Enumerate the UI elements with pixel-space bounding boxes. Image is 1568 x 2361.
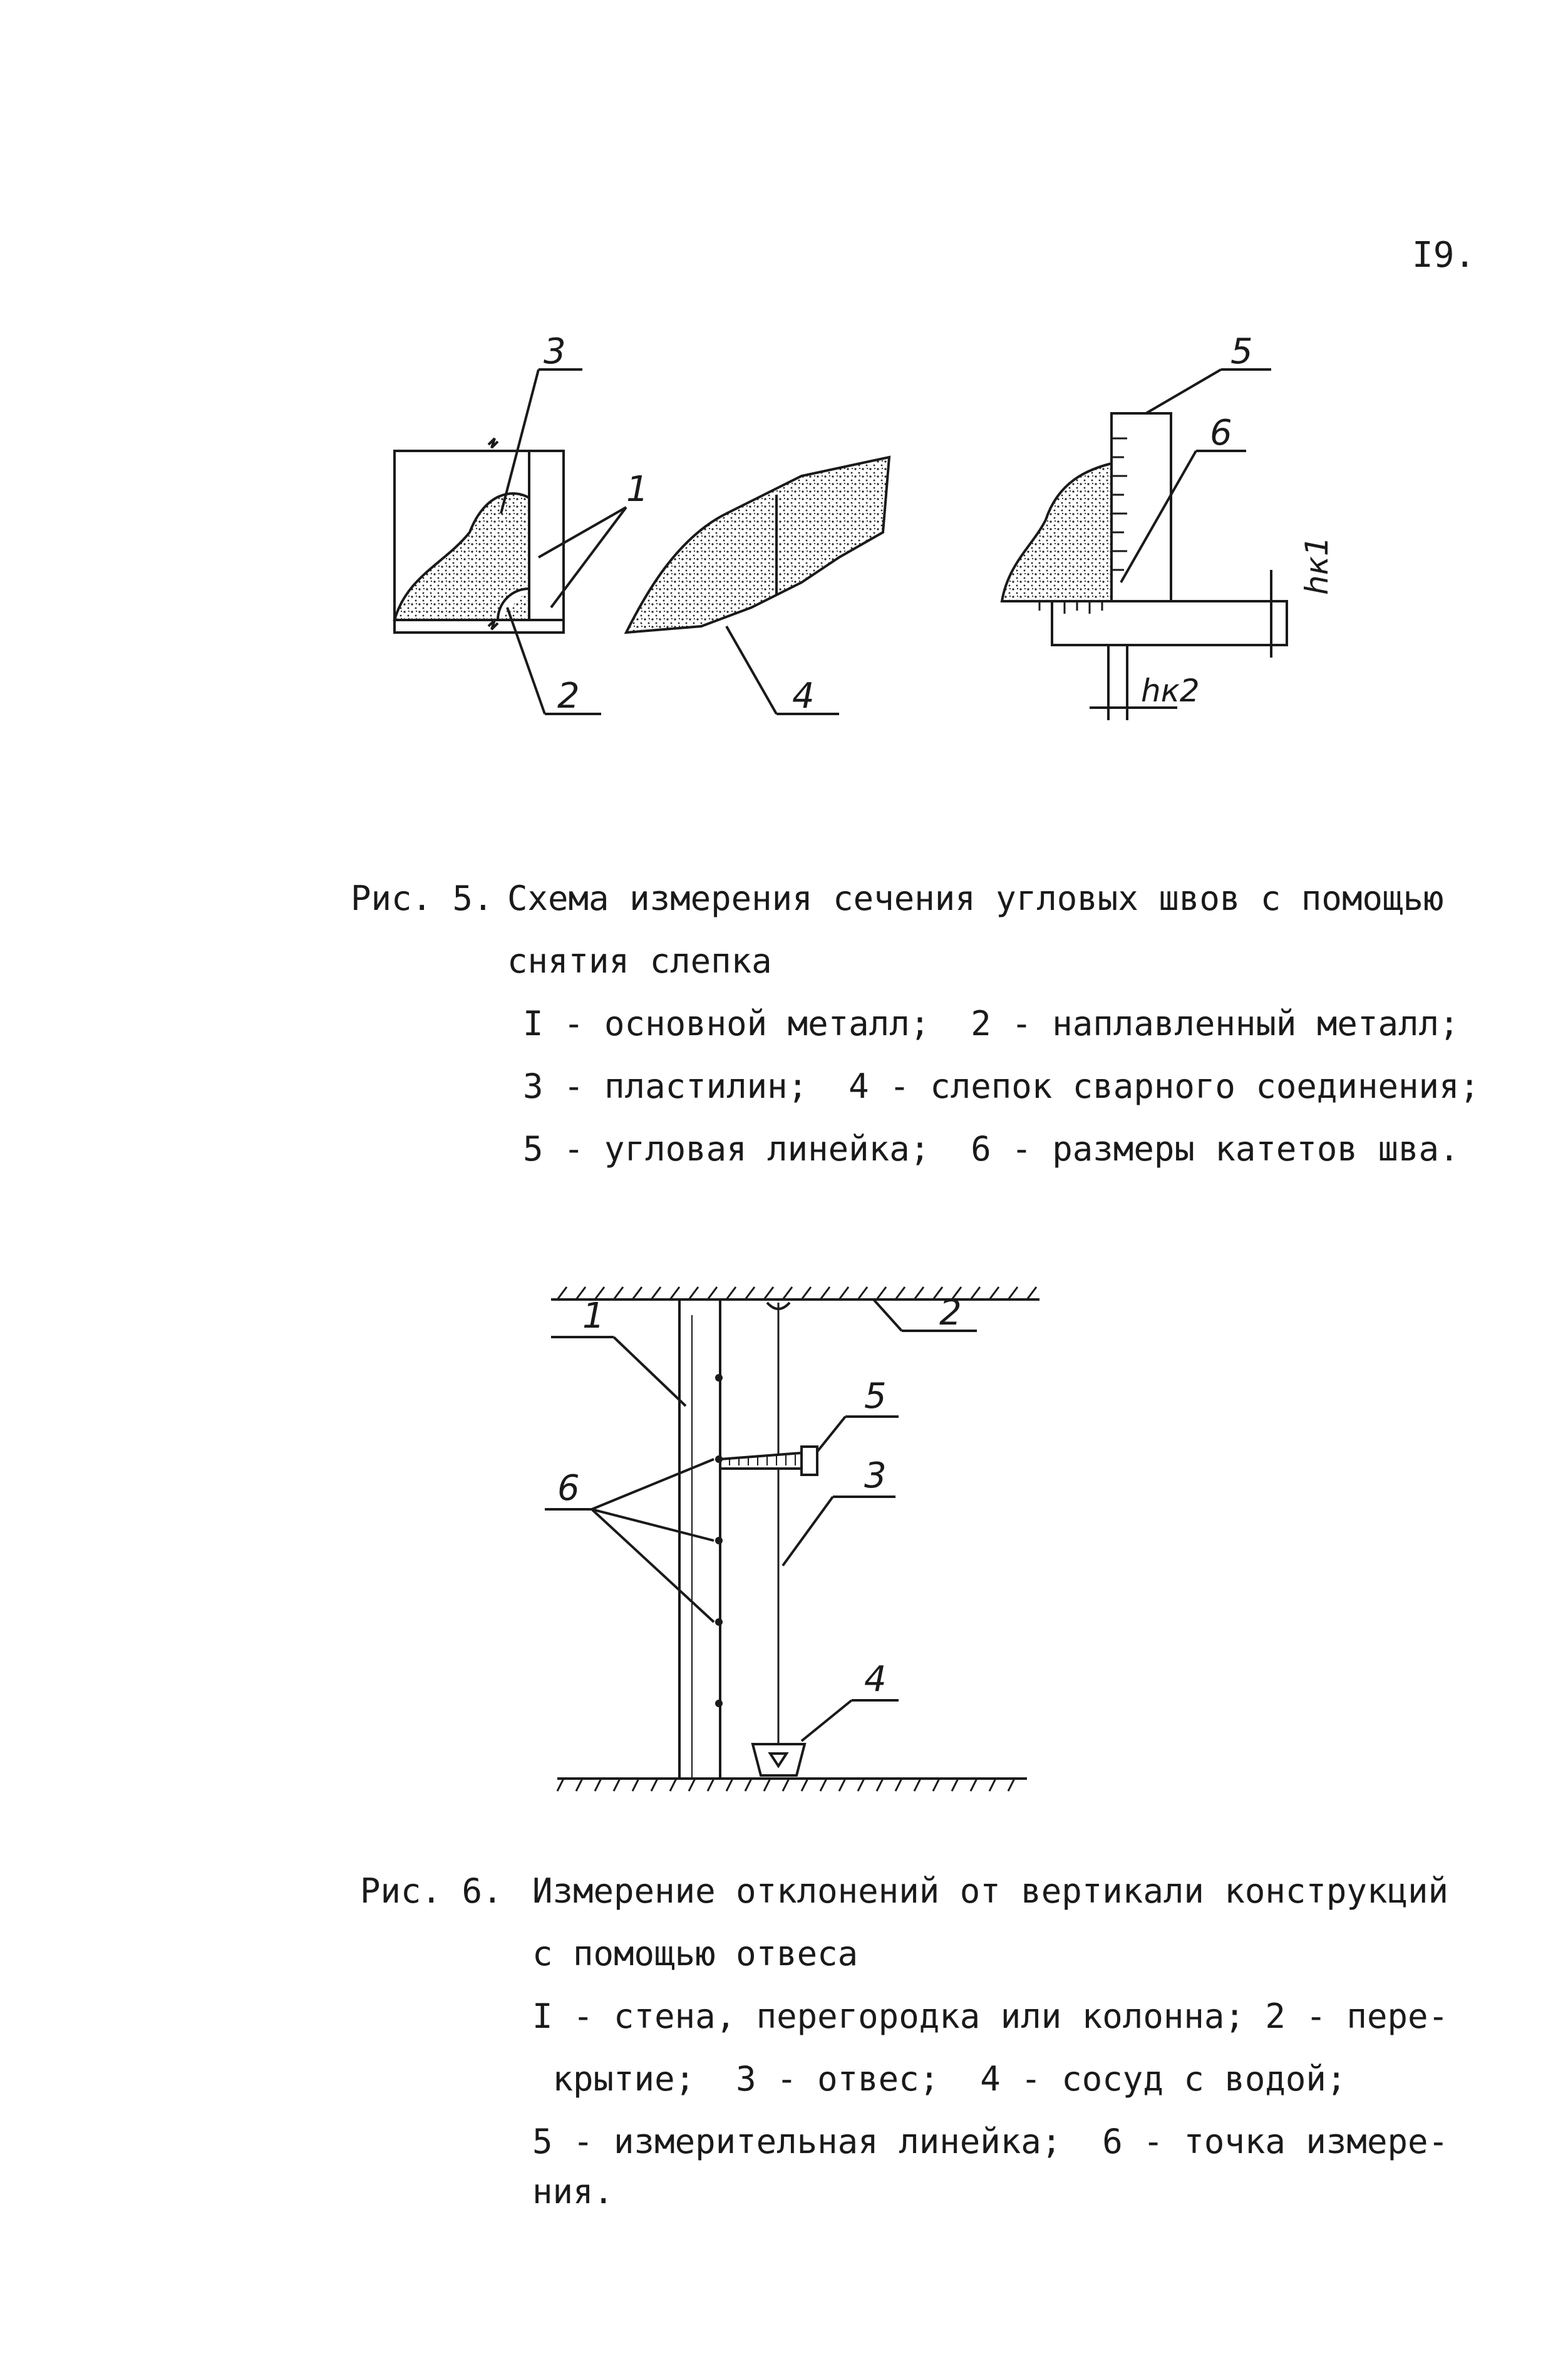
caption-6-line: I - стена, перегородка или колонна; 2 - пере-	[532, 1997, 1448, 2036]
label-5: 5	[864, 1376, 887, 1417]
label-4: 4	[864, 1659, 887, 1700]
measuring-ruler	[720, 1453, 802, 1469]
break-mark-top	[488, 438, 498, 448]
caption-6-prefix: Рис. 6.	[360, 1871, 503, 1911]
caption-5-line: 3 - пластилин; 4 - слепок сварного соединения;	[523, 1067, 1480, 1106]
ruler-grip	[802, 1447, 817, 1475]
caption-6-line: Измерение отклонений от вертикали конструкций	[532, 1871, 1448, 1911]
leader-3	[783, 1497, 833, 1566]
cast-on-ruler	[1002, 463, 1112, 601]
ruler-horizontal	[1052, 601, 1287, 645]
column	[679, 1299, 720, 1779]
caption-6-line: ния.	[532, 2172, 614, 2211]
figure-5-caption	[351, 867, 1478, 1193]
leader-1	[614, 1337, 686, 1406]
leader-1a	[539, 507, 626, 557]
leader-4	[726, 626, 776, 714]
leader-2	[874, 1299, 902, 1331]
leader-5	[1146, 369, 1221, 413]
figure-6-caption	[360, 1860, 1487, 2211]
water-vessel	[753, 1744, 805, 1775]
label-6: 6	[1210, 413, 1232, 453]
label-2: 2	[939, 1293, 962, 1333]
leader-2	[507, 607, 545, 714]
caption-6-line: крытие; 3 - отвес; 4 - сосуд с водой;	[532, 2059, 1347, 2099]
caption-5-line: I - основной металл; 2 - наплавленный металл;	[523, 1004, 1460, 1043]
caption-5-line: Схема измерения сечения угловых швов с помощью	[507, 879, 1444, 918]
figure-6-drawing	[539, 1253, 1102, 1816]
caption-6-line: 5 - измерительная линейка; 6 - точка измере-	[532, 2122, 1448, 2161]
ceiling-hatching	[557, 1287, 1036, 1299]
label-1: 1	[582, 1296, 605, 1336]
figure-5-drawing	[351, 332, 1478, 770]
caption-6-line: с помощью отвеса	[532, 1934, 859, 1973]
leader-5	[817, 1417, 845, 1452]
break-mark-bottom	[488, 620, 498, 629]
page-number: I9.	[1412, 235, 1476, 276]
leader-4	[802, 1700, 852, 1741]
caption-5-line: 5 - угловая линейка; 6 - размеры катетов шва.	[523, 1129, 1460, 1169]
label-3: 3	[544, 332, 566, 372]
label-4: 4	[792, 676, 815, 716]
floor-hatching	[557, 1779, 1014, 1791]
label-hk1: hк1	[1299, 536, 1335, 595]
label-5: 5	[1230, 332, 1253, 372]
label-2: 2	[557, 676, 580, 716]
caption-5-prefix: Рис. 5.	[351, 879, 493, 918]
label-1: 1	[626, 469, 649, 510]
caption-5-line: снятия слепка	[507, 941, 772, 981]
label-hk2: hк2	[1141, 673, 1200, 709]
label-3: 3	[864, 1455, 887, 1496]
weld-cast	[626, 457, 889, 633]
leader-3	[501, 369, 539, 514]
label-6: 6	[557, 1468, 580, 1509]
